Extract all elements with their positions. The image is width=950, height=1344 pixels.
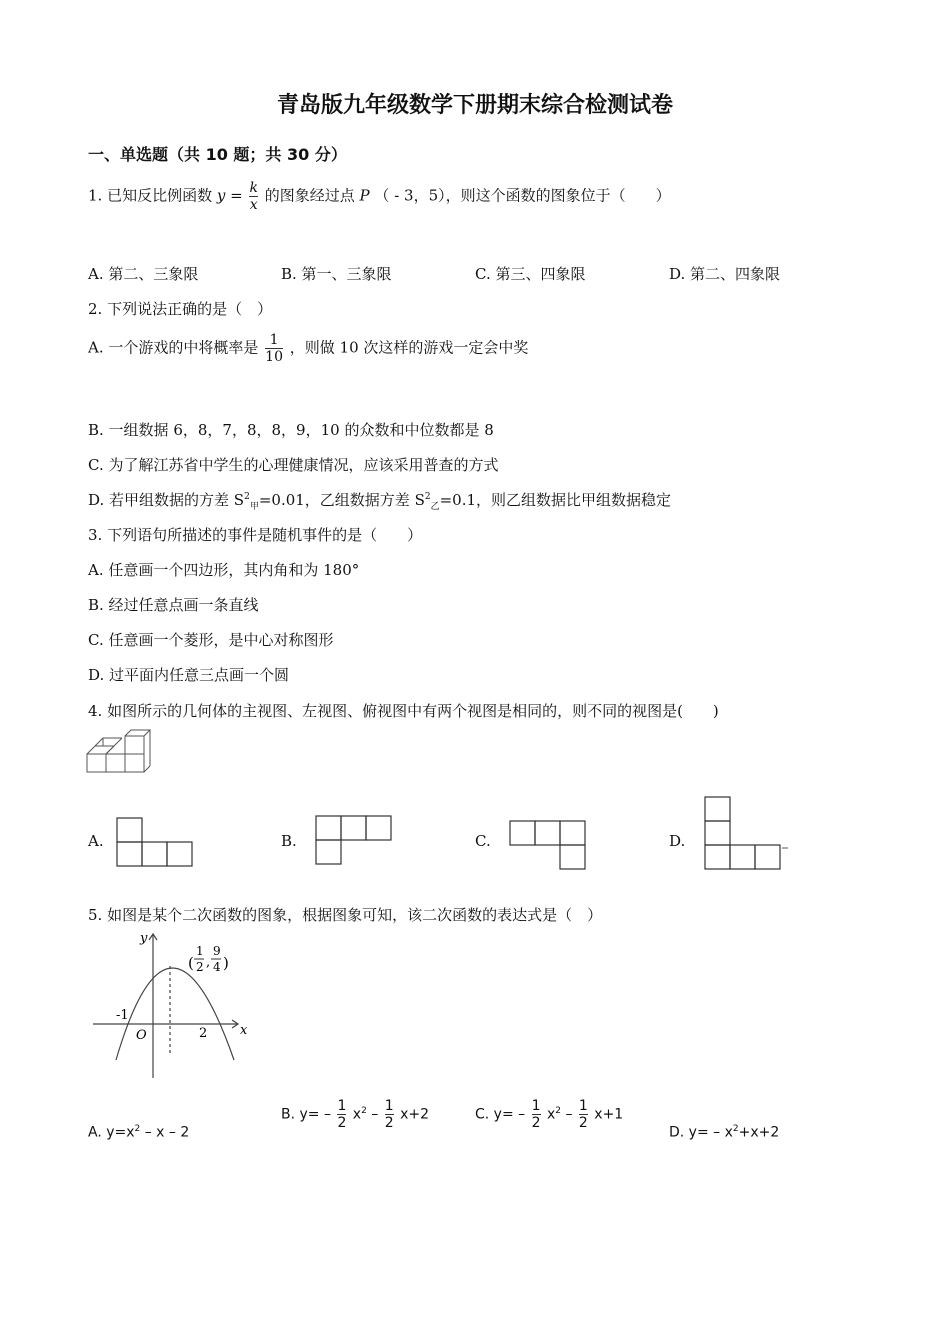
q2-option-c: C. 为了解江苏省中学生的心理健康情况，应该采用普查的方式	[88, 456, 499, 474]
option-text: – x – 2	[140, 1124, 190, 1141]
parabola-graph	[88, 928, 258, 1080]
section-heading: 一、单选题（共 10 题；共 30 分）	[88, 145, 347, 164]
option-text: =0.01，乙组数据方差 S	[258, 491, 425, 509]
q3-option-b: B. 经过任意点画一条直线	[88, 596, 259, 614]
q1-option-d: D. 第二、四象限	[669, 265, 781, 283]
superscript: 2	[732, 1124, 739, 1134]
question-text: 的图象经过点	[264, 186, 355, 205]
y-axis-label: y	[140, 931, 148, 946]
q4-option-c-figure	[509, 820, 587, 872]
fraction-denominator: 2	[578, 1115, 588, 1131]
question-number: 1.	[88, 186, 103, 205]
q3-option-d: D. 过平面内任意三点画一个圆	[88, 666, 290, 684]
superscript: 2	[361, 1105, 367, 1116]
q5-option-c	[475, 1098, 623, 1131]
option-text: C. y= –	[475, 1106, 526, 1123]
fraction-numerator: 1	[384, 1098, 394, 1114]
parabola-curve	[116, 968, 234, 1060]
question-text: （ - 3，5），则这个函数的图象位于（ ）	[374, 186, 671, 205]
option-text: B. y= –	[281, 1106, 331, 1123]
subscript: 甲	[249, 502, 259, 512]
q2-option-b: B. 一组数据 6，8，7，8，8，9，10 的众数和中位数都是 8	[88, 421, 494, 439]
q1-option-c: C. 第三、四象限	[475, 265, 586, 283]
q4-option-c-label: C.	[475, 832, 491, 850]
option-text: D. 若甲组数据的方差 S	[88, 491, 245, 509]
q4-option-a-label: A.	[88, 832, 104, 850]
point-label: P	[359, 186, 370, 205]
fraction-denominator: x	[249, 197, 258, 213]
q2-option-a	[88, 332, 528, 365]
q4-option-d-figure	[704, 796, 790, 872]
vertex-paren-close: )	[223, 954, 229, 972]
fraction-numerator: k	[249, 180, 258, 196]
q5-option-b	[281, 1098, 429, 1131]
fraction-denominator: 2	[337, 1115, 347, 1131]
subscript: 乙	[430, 502, 440, 512]
vertex-y-denominator: 4	[213, 960, 221, 974]
option-text: =0.1，则乙组数据比甲组数据稳定	[439, 491, 672, 509]
fraction-numerator: 1	[269, 332, 279, 348]
q4-option-a-figure	[116, 817, 194, 867]
q3-option-c: C. 任意画一个菱形，是中心对称图形	[88, 631, 334, 649]
vertex-x-denominator: 2	[196, 960, 204, 974]
q4-option-d-label: D.	[669, 832, 686, 850]
fraction-denominator: 2	[384, 1115, 394, 1131]
option-text: +x+2	[738, 1124, 780, 1141]
geometric-solid-figure	[86, 728, 150, 774]
x-axis-label: x	[240, 1023, 248, 1038]
superscript: 2	[555, 1105, 562, 1116]
option-text: A. 一个游戏的中将概率是	[88, 338, 259, 357]
superscript: 2	[134, 1124, 141, 1134]
superscript: 2	[244, 492, 250, 502]
fraction-numerator: 1	[337, 1098, 347, 1114]
fraction-numerator: 1	[578, 1098, 588, 1114]
fraction-denominator: 10	[265, 349, 283, 365]
q4-option-b-label: B.	[281, 832, 297, 850]
q5-option-a	[88, 1124, 189, 1141]
option-text: ，则做 10 次这样的游戏一定会中奖	[289, 338, 529, 357]
fraction-numerator: 1	[531, 1098, 541, 1114]
option-text: x+2	[395, 1106, 430, 1123]
option-text: D. y= – x	[669, 1124, 733, 1141]
question-4-stem: 4. 如图所示的几何体的主视图、左视图、俯视图中有两个视图是相同的，则不同的视图是( )	[88, 702, 719, 720]
q1-option-a: A. 第二、三象限	[88, 265, 199, 283]
fraction-half	[385, 1098, 394, 1131]
option-text: x+1	[589, 1106, 624, 1123]
question-2-stem: 2. 下列说法正确的是（ ）	[88, 300, 273, 318]
q1-option-b: B. 第一、三象限	[281, 265, 392, 283]
option-text: A. y=x	[88, 1124, 135, 1141]
vertex-x-numerator: 1	[196, 944, 204, 958]
option-text: –	[366, 1106, 379, 1123]
option-text: x	[348, 1106, 362, 1123]
option-text: x	[542, 1106, 556, 1123]
root-left-label: -1	[116, 1008, 129, 1023]
option-text: –	[561, 1106, 573, 1123]
vertex-paren-open: (	[188, 954, 194, 972]
fraction-k-over-x	[249, 180, 257, 213]
q4-option-b-figure	[315, 815, 393, 867]
q3-option-a: A. 任意画一个四边形，其内角和为 180°	[88, 561, 360, 579]
question-text: 已知反比例函数	[107, 186, 213, 205]
root-right-label: 2	[199, 1026, 208, 1041]
fraction-1-over-10	[265, 332, 283, 365]
fraction-denominator: 2	[531, 1115, 541, 1131]
q2-option-d	[88, 489, 671, 512]
y-equals: y =	[216, 186, 243, 205]
page-title: 青岛版九年级数学下册期末综合检测试卷	[276, 93, 673, 118]
question-3-stem: 3. 下列语句所描述的事件是随机事件的是（ ）	[88, 526, 423, 544]
superscript: 2	[424, 492, 431, 502]
vertex-comma: ,	[206, 955, 211, 970]
q5-option-d	[669, 1124, 779, 1141]
question-5-stem: 5. 如图是某个二次函数的图象，根据图象可知，该二次函数的表达式是（ ）	[88, 906, 603, 924]
origin-label: O	[136, 1028, 147, 1043]
fraction-half	[337, 1098, 346, 1131]
question-1	[88, 180, 671, 213]
vertex-y-numerator: 9	[213, 944, 221, 958]
fraction-half	[532, 1098, 541, 1131]
fraction-half	[579, 1098, 588, 1131]
